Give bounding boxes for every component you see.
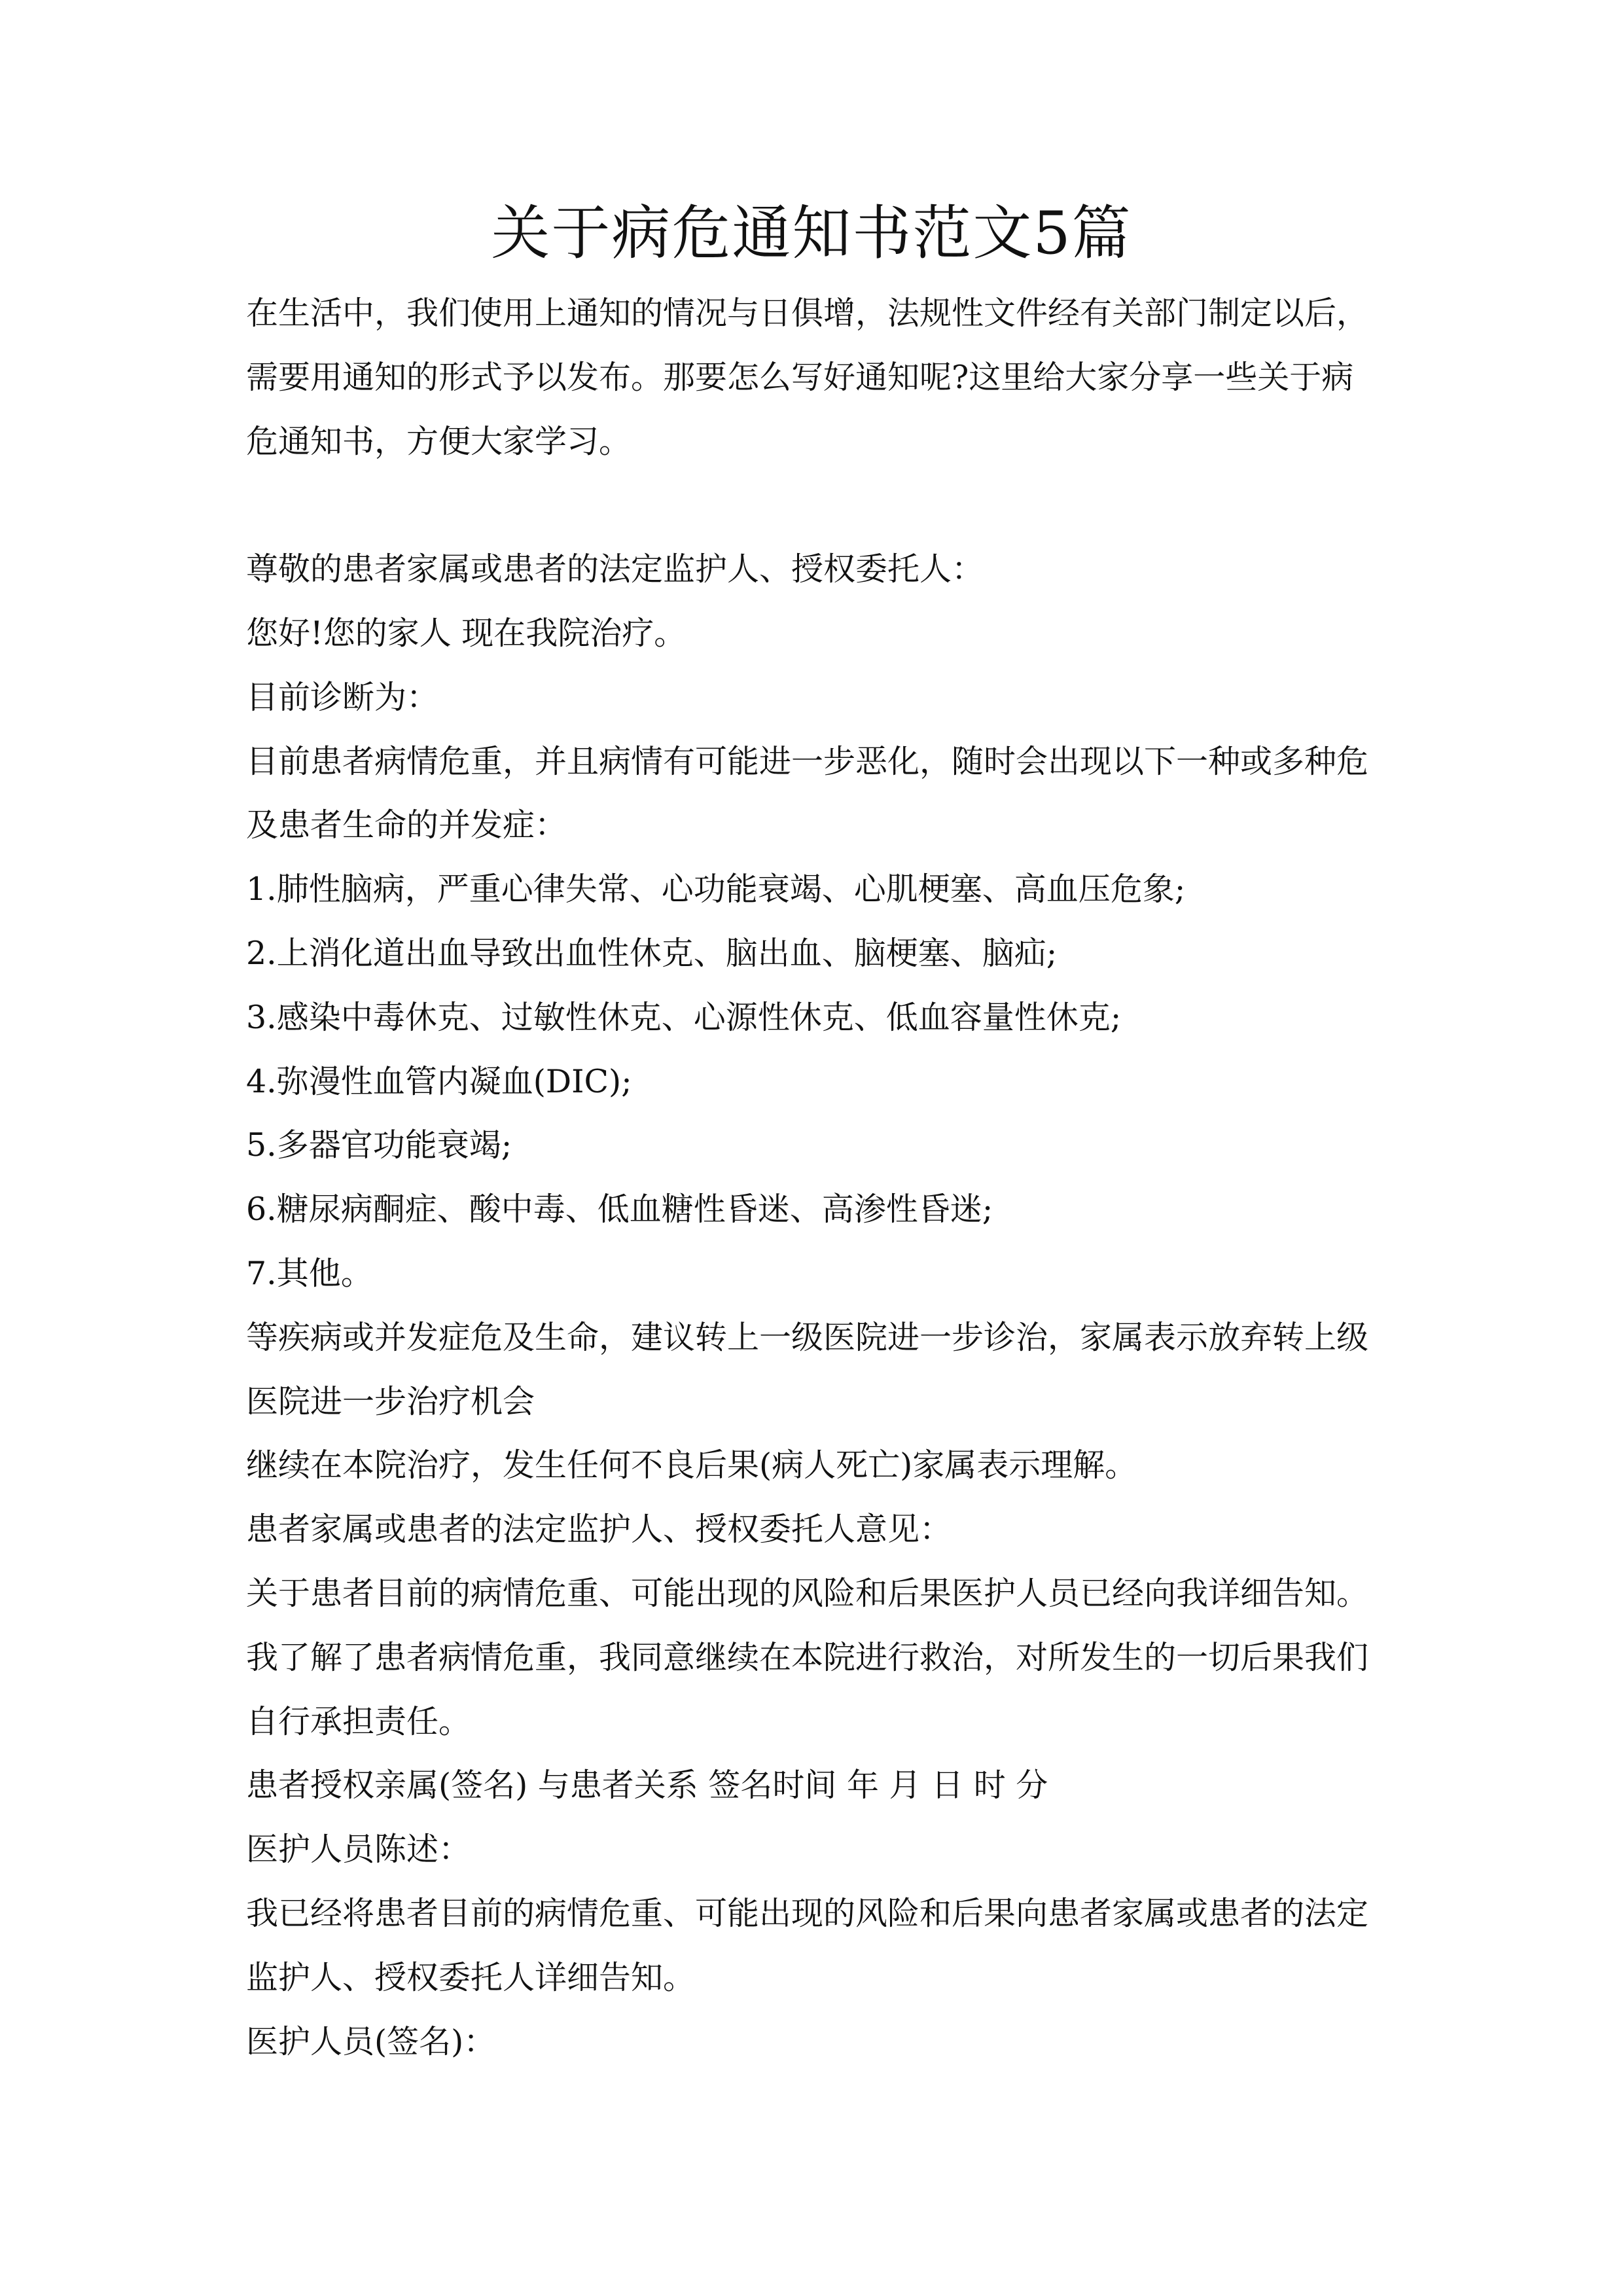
condition-line-1: 目前患者病情危重，并且病情有可能进一步恶化，随时会出现以下一种或多种危: [246, 742, 1369, 780]
family-opinion-line-1: 关于患者目前的病情危重、可能出现的风险和后果医护人员已经向我详细告知。: [246, 1574, 1369, 1612]
greeting-line: 您好!您的家人 现在我院治疗。: [246, 614, 687, 652]
family-opinion-label: 患者家属或患者的法定监护人、授权委托人意见：: [246, 1511, 952, 1549]
complication-item-6: 6.糖尿病酮症、酸中毒、低血糖性昏迷、高渗性昏迷;: [246, 1191, 993, 1229]
complication-item-7: 7.其他。: [246, 1254, 373, 1292]
condition-line-2: 及患者生命的并发症：: [246, 806, 567, 844]
intro-line-2: 需要用通知的形式予以发布。那要怎么写好通知呢?这里给大家分享一些关于病: [246, 358, 1354, 396]
complication-item-3: 3.感染中毒休克、过敏性休克、心源性休克、低血容量性休克;: [246, 998, 1122, 1036]
complication-item-4: 4.弥漫性血管内凝血(DIC);: [246, 1062, 632, 1100]
transfer-line-2: 医院进一步治疗机会: [246, 1382, 535, 1420]
transfer-line-1: 等疾病或并发症危及生命，建议转上一级医院进一步诊治，家属表示放弃转上级: [246, 1318, 1369, 1356]
family-opinion-line-3: 自行承担责任。: [246, 1702, 471, 1740]
document-body: [246, 281, 1385, 2073]
family-opinion-line-2: 我了解了患者病情危重，我同意继续在本院进行救治，对所发生的一切后果我们: [246, 1638, 1369, 1676]
complication-item-2: 2.上消化道出血导致出血性休克、脑出血、脑梗塞、脑疝;: [246, 934, 1058, 972]
family-signature-line: 患者授权亲属(签名) 与患者关系 签名时间 年 月 日 时 分: [246, 1767, 1048, 1804]
staff-statement-line-1: 我已经将患者目前的病情危重、可能出现的风险和后果向患者家属或患者的法定: [246, 1894, 1369, 1932]
staff-statement-line-2: 监护人、授权委托人详细告知。: [246, 1958, 696, 1996]
staff-statement-label: 医护人员陈述：: [246, 1831, 471, 1869]
diagnosis-label: 目前诊断为：: [246, 678, 439, 716]
intro-line-1: 在生活中，我们使用上通知的情况与日俱增，法规性文件经有关部门制定以后，: [246, 295, 1369, 332]
intro-line-3: 危通知书，方便大家学习。: [246, 422, 632, 460]
staff-signature-line: 医护人员(签名)：: [246, 2022, 496, 2060]
complication-item-5: 5.多器官功能衰竭;: [246, 1126, 512, 1164]
document-title: 关于病危通知书范文5篇: [491, 199, 1132, 268]
complication-item-1: 1.肺性脑病，严重心律失常、心功能衰竭、心肌梗塞、高血压危象;: [246, 870, 1186, 908]
salutation: 尊敬的患者家属或患者的法定监护人、授权委托人：: [246, 550, 984, 588]
continue-treatment-line: 继续在本院治疗，发生任何不良后果(病人死亡)家属表示理解。: [246, 1446, 1137, 1484]
blank-line: [246, 473, 1385, 537]
